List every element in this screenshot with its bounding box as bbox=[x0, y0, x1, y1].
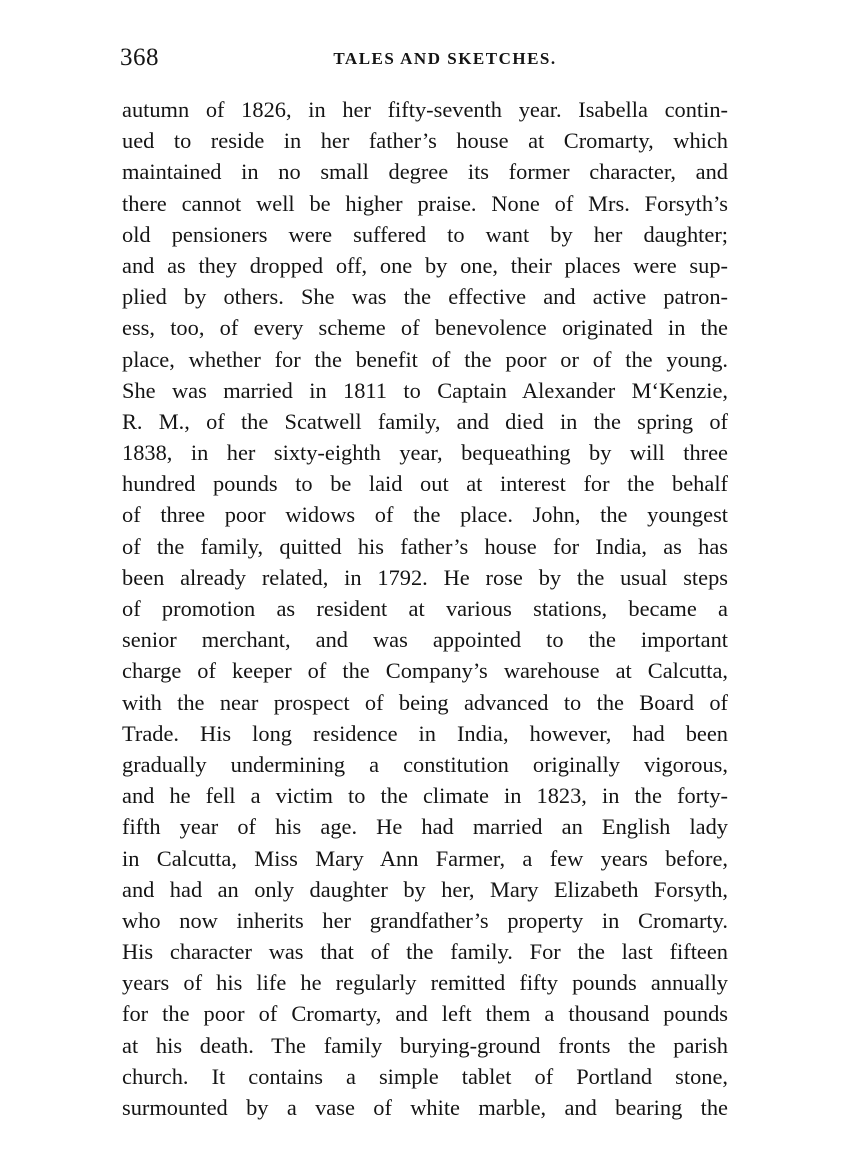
text-line: place, whether for the benefit of the poor or of the young. bbox=[122, 346, 728, 372]
text-line: old pensioners were suffered to want by her daughter; bbox=[122, 221, 728, 247]
text-line: senior merchant, and was appointed to the important bbox=[122, 627, 728, 653]
text-line: and he fell a victim to the climate in 1823, in the forty- bbox=[122, 783, 728, 809]
text-line: for the poor of Cromarty, and left them a thousand pounds bbox=[122, 1001, 728, 1027]
text-line: and had an only daughter by her, Mary Elizabeth Forsyth, bbox=[122, 876, 728, 902]
text-line: there cannot well be higher praise. None of Mrs. Forsyth’s bbox=[122, 190, 728, 216]
text-line: maintained in no small degree its former character, and bbox=[122, 159, 728, 185]
page-header bbox=[120, 40, 730, 76]
text-line: 1838, in her sixty-eighth year, bequeathing by will three bbox=[122, 440, 728, 466]
text-line: surmounted by a vase of white marble, and bearing the bbox=[122, 1095, 728, 1120]
text-line: R. M., of the Scatwell family, and died in the spring of bbox=[122, 408, 728, 434]
text-line: ued to reside in her father’s house at Cromarty, which bbox=[122, 128, 728, 154]
text-line: Trade. His long residence in India, however, had been bbox=[122, 720, 728, 746]
text-line: years of his life he regularly remitted fifty pounds annually bbox=[122, 970, 728, 996]
page-number: 368 bbox=[120, 44, 159, 71]
body-text bbox=[122, 94, 728, 1123]
text-line: gradually undermining a constitution originally vigorous, bbox=[122, 751, 728, 777]
text-line: with the near prospect of being advanced to the Board of bbox=[122, 689, 728, 715]
text-line: plied by others. She was the effective and active patron- bbox=[122, 284, 728, 310]
text-line: church. It contains a simple tablet of Portland stone, bbox=[122, 1063, 728, 1089]
running-title: TALES AND SKETCHES. bbox=[333, 49, 557, 68]
text-line: charge of keeper of the Company’s warehouse at Calcutta, bbox=[122, 658, 728, 684]
text-line: fifth year of his age. He had married an English lady bbox=[122, 814, 728, 840]
text-line: at his death. The family burying-ground fronts the parish bbox=[122, 1032, 728, 1058]
text-line: autumn of 1826, in her fifty-seventh year. Isabella contin- bbox=[122, 97, 728, 122]
text-line: of promotion as resident at various stations, became a bbox=[122, 596, 728, 621]
text-line: who now inherits her grandfather’s property in Cromarty. bbox=[122, 907, 728, 933]
text-line: ess, too, of every scheme of benevolence originated in the bbox=[122, 315, 728, 341]
text-line: in Calcutta, Miss Mary Ann Farmer, a few years before, bbox=[122, 845, 728, 871]
text-line: been already related, in 1792. He rose by the usual steps bbox=[122, 564, 728, 590]
text-line: of three poor widows of the place. John, the youngest bbox=[122, 502, 728, 528]
text-line: His character was that of the family. For the last fifteen bbox=[122, 939, 728, 965]
text-line: of the family, quitted his father’s house for India, as has bbox=[122, 533, 728, 559]
text-line: She was married in 1811 to Captain Alexander M‘Kenzie, bbox=[122, 377, 728, 403]
text-line: hundred pounds to be laid out at interest for the behalf bbox=[122, 471, 728, 497]
text-line: and as they dropped off, one by one, their places were sup- bbox=[122, 252, 728, 278]
